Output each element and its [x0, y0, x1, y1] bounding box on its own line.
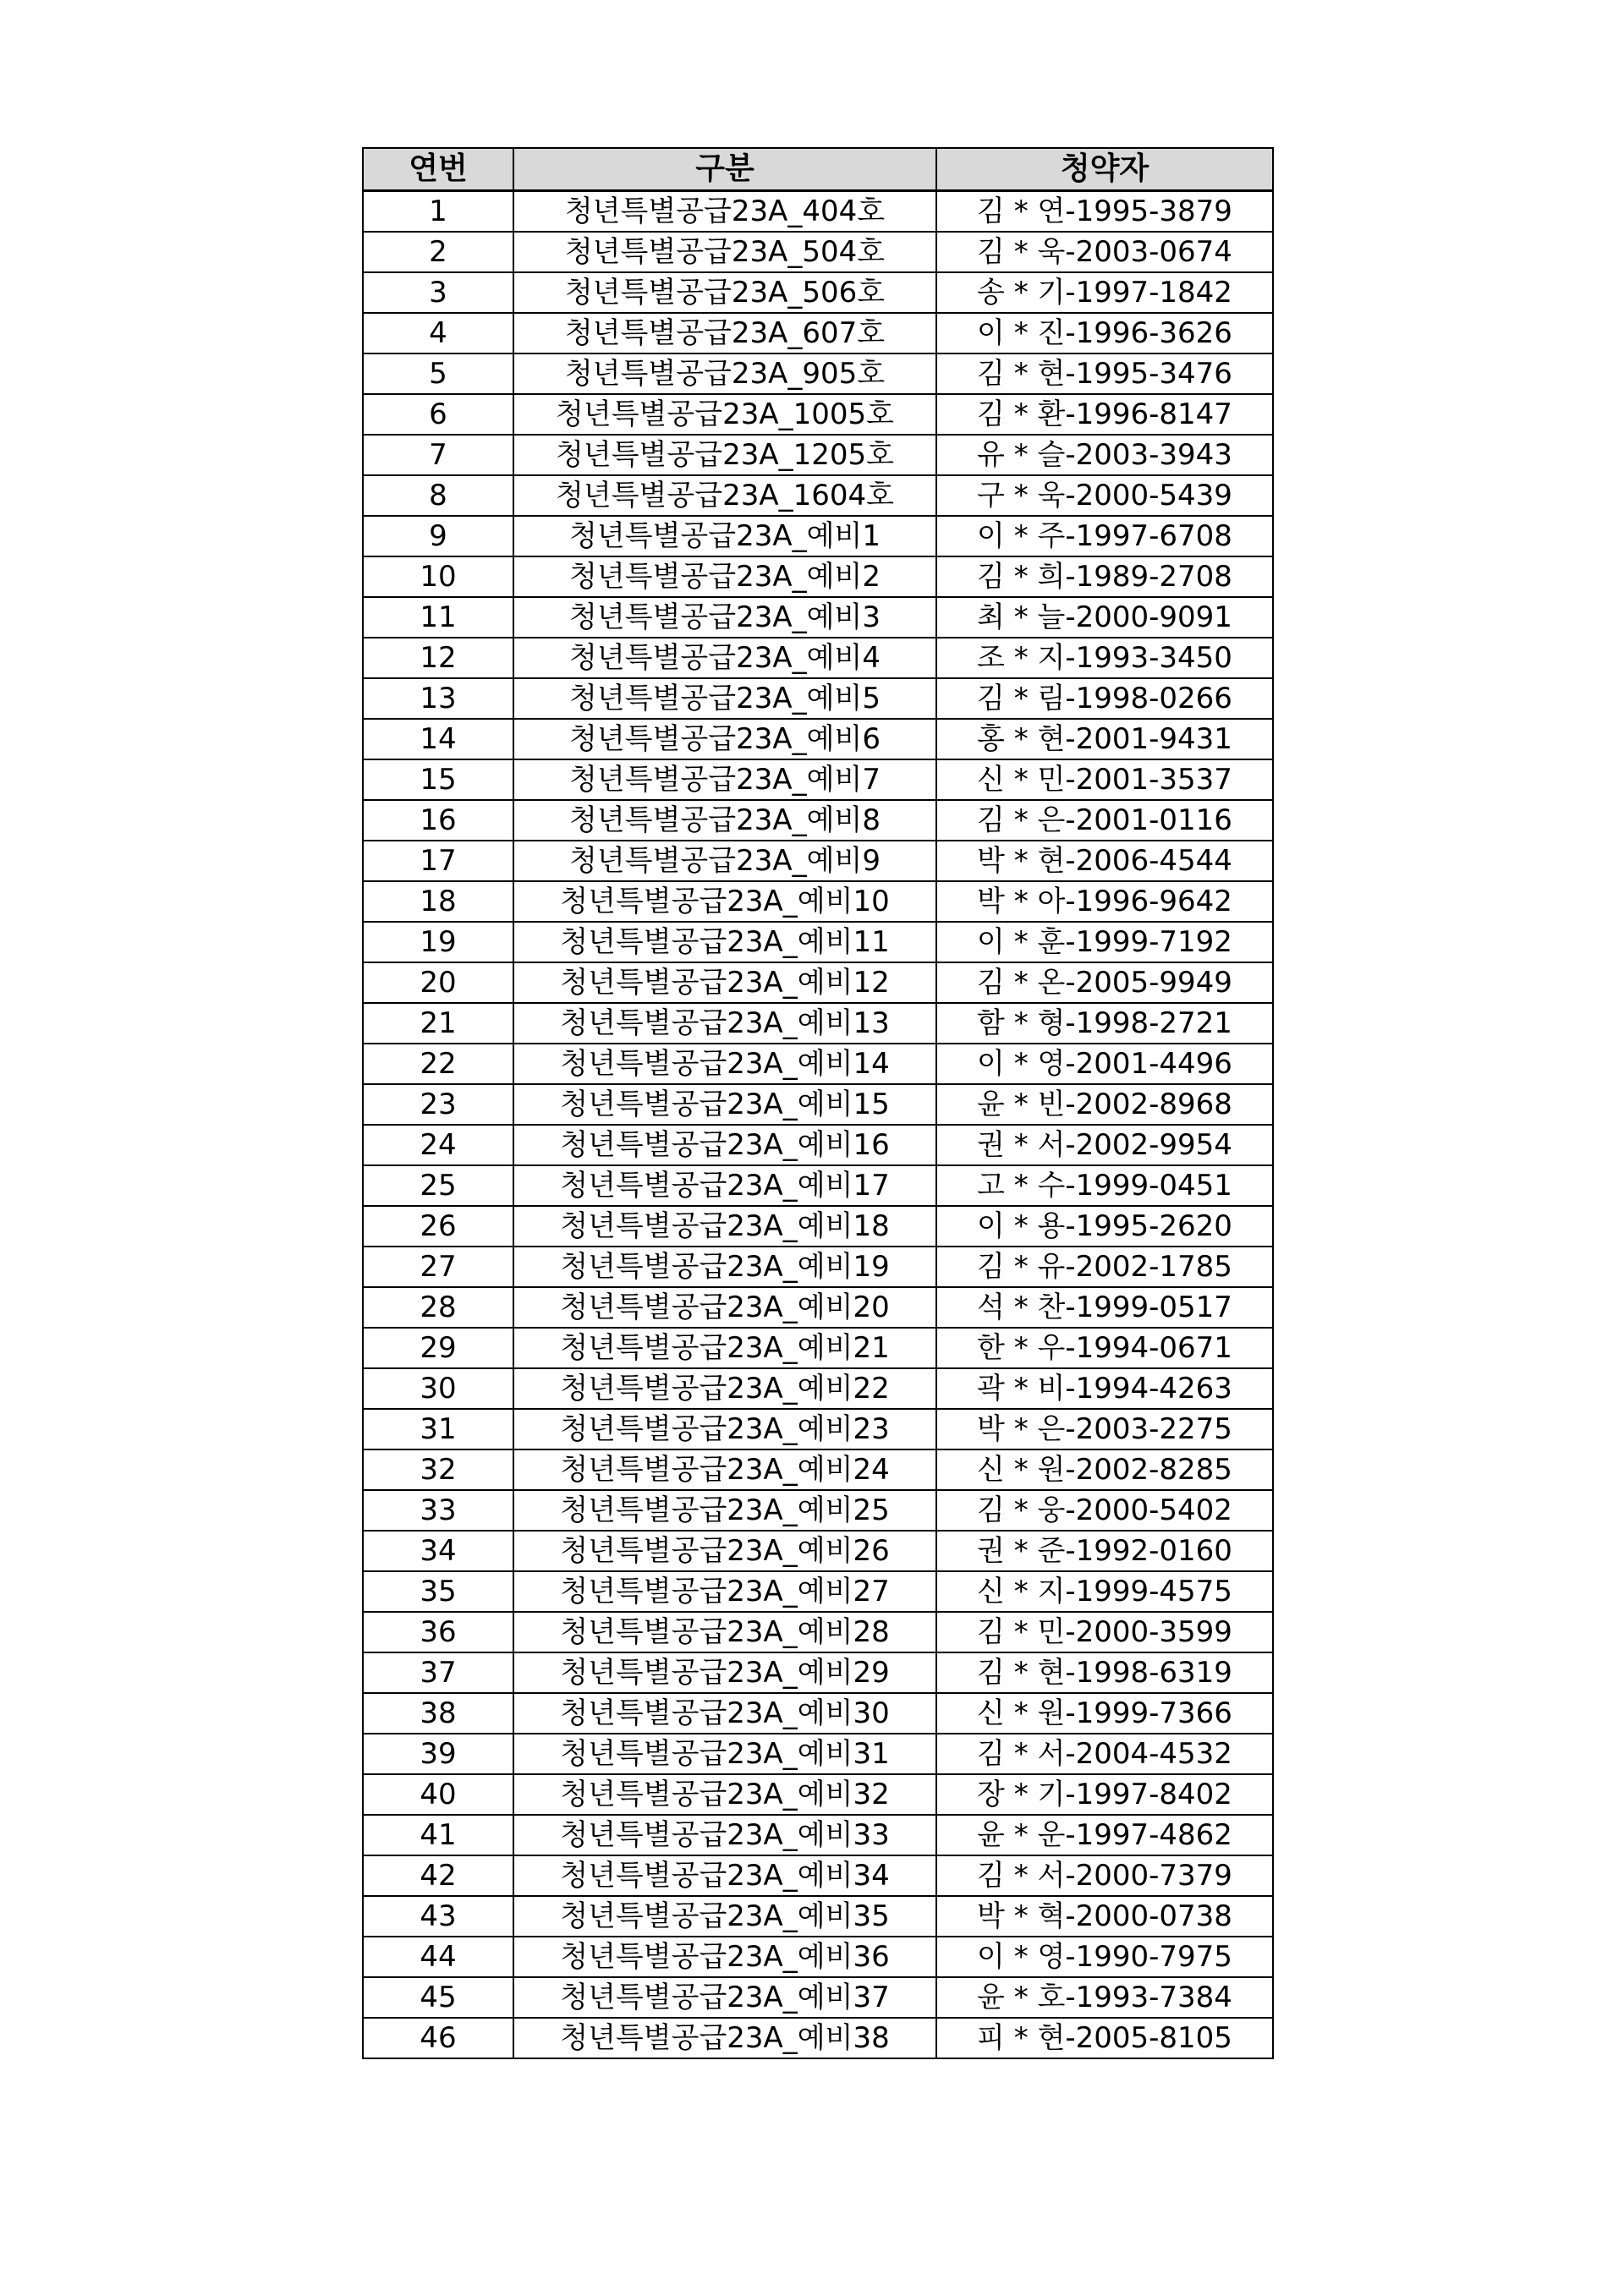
cell-applicant: 장 * 기-1997-8402	[936, 1774, 1273, 1815]
cell-category: 청년특별공급23A_예비25	[513, 1490, 936, 1531]
cell-no: 19	[363, 922, 513, 962]
cell-category: 청년특별공급23A_예비21	[513, 1328, 936, 1368]
cell-applicant: 박 * 혁-2000-0738	[936, 1896, 1273, 1937]
cell-category: 청년특별공급23A_예비36	[513, 1937, 936, 1977]
cell-no: 32	[363, 1449, 513, 1490]
cell-category: 청년특별공급23A_예비24	[513, 1449, 936, 1490]
cell-no: 11	[363, 597, 513, 638]
cell-applicant: 윤 * 운-1997-4862	[936, 1815, 1273, 1855]
table-row	[363, 1855, 1273, 1896]
cell-no: 9	[363, 516, 513, 556]
cell-category: 청년특별공급23A_예비37	[513, 1977, 936, 2018]
table-row	[363, 2018, 1273, 2058]
cell-no: 20	[363, 962, 513, 1003]
cell-category: 청년특별공급23A_607호	[513, 313, 936, 353]
cell-no: 15	[363, 759, 513, 800]
table-row	[363, 313, 1273, 353]
cell-no: 34	[363, 1531, 513, 1571]
cell-category: 청년특별공급23A_예비32	[513, 1774, 936, 1815]
cell-no: 13	[363, 678, 513, 719]
table-row	[363, 1531, 1273, 1571]
cell-no: 42	[363, 1855, 513, 1896]
cell-no: 10	[363, 556, 513, 597]
cell-no: 27	[363, 1247, 513, 1287]
cell-no: 8	[363, 475, 513, 516]
cell-applicant: 조 * 지-1993-3450	[936, 638, 1273, 678]
table-row	[363, 353, 1273, 394]
cell-applicant: 김 * 희-1989-2708	[936, 556, 1273, 597]
cell-no: 1	[363, 191, 513, 233]
cell-no: 22	[363, 1044, 513, 1084]
cell-applicant: 김 * 연-1995-3879	[936, 191, 1273, 233]
table-row	[363, 1409, 1273, 1449]
table-row	[363, 759, 1273, 800]
table-row	[363, 1490, 1273, 1531]
cell-applicant: 최 * 늘-2000-9091	[936, 597, 1273, 638]
cell-no: 33	[363, 1490, 513, 1531]
cell-no: 17	[363, 841, 513, 881]
cell-no: 40	[363, 1774, 513, 1815]
cell-applicant: 곽 * 비-1994-4263	[936, 1368, 1273, 1409]
cell-category: 청년특별공급23A_예비7	[513, 759, 936, 800]
cell-no: 28	[363, 1287, 513, 1328]
cell-category: 청년특별공급23A_예비19	[513, 1247, 936, 1287]
cell-applicant: 박 * 현-2006-4544	[936, 841, 1273, 881]
table-row	[363, 800, 1273, 841]
cell-category: 청년특별공급23A_예비18	[513, 1206, 936, 1247]
cell-applicant: 이 * 영-1990-7975	[936, 1937, 1273, 1977]
cell-applicant: 홍 * 현-2001-9431	[936, 719, 1273, 759]
cell-no: 30	[363, 1368, 513, 1409]
cell-applicant: 고 * 수-1999-0451	[936, 1165, 1273, 1206]
cell-category: 청년특별공급23A_예비6	[513, 719, 936, 759]
cell-no: 26	[363, 1206, 513, 1247]
table-row	[363, 191, 1273, 233]
cell-applicant: 윤 * 호-1993-7384	[936, 1977, 1273, 2018]
table-row	[363, 1206, 1273, 1247]
cell-applicant: 한 * 우-1994-0671	[936, 1328, 1273, 1368]
table-row	[363, 962, 1273, 1003]
cell-category: 청년특별공급23A_506호	[513, 272, 936, 313]
table-row	[363, 1896, 1273, 1937]
table-row	[363, 1612, 1273, 1652]
cell-no: 31	[363, 1409, 513, 1449]
table-row	[363, 475, 1273, 516]
header-no: 연번	[363, 148, 513, 191]
cell-applicant: 김 * 환-1996-8147	[936, 394, 1273, 435]
cell-no: 23	[363, 1084, 513, 1125]
cell-applicant: 석 * 찬-1999-0517	[936, 1287, 1273, 1328]
table-row	[363, 556, 1273, 597]
cell-applicant: 이 * 용-1995-2620	[936, 1206, 1273, 1247]
cell-applicant: 송 * 기-1997-1842	[936, 272, 1273, 313]
cell-no: 12	[363, 638, 513, 678]
table-row	[363, 719, 1273, 759]
table-row	[363, 1368, 1273, 1409]
table-row	[363, 1571, 1273, 1612]
table-row	[363, 841, 1273, 881]
table-row	[363, 1165, 1273, 1206]
cell-category: 청년특별공급23A_예비5	[513, 678, 936, 719]
table-row	[363, 435, 1273, 475]
table-body	[363, 191, 1273, 2059]
cell-category: 청년특별공급23A_504호	[513, 232, 936, 272]
cell-applicant: 이 * 주-1997-6708	[936, 516, 1273, 556]
cell-applicant: 권 * 준-1992-0160	[936, 1531, 1273, 1571]
table-row	[363, 1693, 1273, 1734]
cell-applicant: 신 * 민-2001-3537	[936, 759, 1273, 800]
cell-category: 청년특별공급23A_예비35	[513, 1896, 936, 1937]
cell-no: 14	[363, 719, 513, 759]
cell-no: 37	[363, 1652, 513, 1693]
cell-category: 청년특별공급23A_예비26	[513, 1531, 936, 1571]
table-row	[363, 1328, 1273, 1368]
cell-applicant: 김 * 욱-2003-0674	[936, 232, 1273, 272]
cell-category: 청년특별공급23A_예비11	[513, 922, 936, 962]
cell-category: 청년특별공급23A_예비17	[513, 1165, 936, 1206]
cell-category: 청년특별공급23A_예비15	[513, 1084, 936, 1125]
table-row	[363, 1287, 1273, 1328]
cell-no: 35	[363, 1571, 513, 1612]
cell-no: 45	[363, 1977, 513, 2018]
cell-no: 39	[363, 1734, 513, 1774]
cell-category: 청년특별공급23A_예비30	[513, 1693, 936, 1734]
cell-no: 16	[363, 800, 513, 841]
cell-applicant: 함 * 형-1998-2721	[936, 1003, 1273, 1044]
cell-no: 6	[363, 394, 513, 435]
cell-no: 38	[363, 1693, 513, 1734]
cell-no: 3	[363, 272, 513, 313]
cell-applicant: 김 * 은-2001-0116	[936, 800, 1273, 841]
header-applicant: 청약자	[936, 148, 1273, 191]
cell-applicant: 신 * 원-1999-7366	[936, 1693, 1273, 1734]
cell-category: 청년특별공급23A_예비20	[513, 1287, 936, 1328]
table-row	[363, 232, 1273, 272]
table-row	[363, 1734, 1273, 1774]
cell-applicant: 박 * 아-1996-9642	[936, 881, 1273, 922]
cell-applicant: 신 * 지-1999-4575	[936, 1571, 1273, 1612]
table-row	[363, 1044, 1273, 1084]
cell-no: 43	[363, 1896, 513, 1937]
cell-category: 청년특별공급23A_예비16	[513, 1125, 936, 1165]
cell-no: 2	[363, 232, 513, 272]
cell-applicant: 신 * 원-2002-8285	[936, 1449, 1273, 1490]
table-row	[363, 516, 1273, 556]
cell-category: 청년특별공급23A_905호	[513, 353, 936, 394]
applicant-table	[362, 147, 1274, 2059]
table-row	[363, 1774, 1273, 1815]
cell-category: 청년특별공급23A_예비12	[513, 962, 936, 1003]
table-row	[363, 922, 1273, 962]
cell-category: 청년특별공급23A_예비8	[513, 800, 936, 841]
cell-category: 청년특별공급23A_예비14	[513, 1044, 936, 1084]
table-row	[363, 1977, 1273, 2018]
table-row	[363, 881, 1273, 922]
cell-category: 청년특별공급23A_예비29	[513, 1652, 936, 1693]
cell-applicant: 김 * 현-1998-6319	[936, 1652, 1273, 1693]
cell-category: 청년특별공급23A_예비31	[513, 1734, 936, 1774]
cell-category: 청년특별공급23A_예비4	[513, 638, 936, 678]
cell-applicant: 김 * 유-2002-1785	[936, 1247, 1273, 1287]
cell-applicant: 김 * 림-1998-0266	[936, 678, 1273, 719]
table-row	[363, 1003, 1273, 1044]
table-row	[363, 272, 1273, 313]
cell-category: 청년특별공급23A_예비38	[513, 2018, 936, 2058]
table-row	[363, 394, 1273, 435]
cell-category: 청년특별공급23A_예비33	[513, 1815, 936, 1855]
cell-no: 4	[363, 313, 513, 353]
cell-category: 청년특별공급23A_예비13	[513, 1003, 936, 1044]
cell-no: 36	[363, 1612, 513, 1652]
table-row	[363, 1815, 1273, 1855]
cell-applicant: 김 * 서-2000-7379	[936, 1855, 1273, 1896]
table-row	[363, 1449, 1273, 1490]
cell-category: 청년특별공급23A_404호	[513, 191, 936, 233]
cell-applicant: 유 * 슬-2003-3943	[936, 435, 1273, 475]
table-row	[363, 1084, 1273, 1125]
cell-no: 46	[363, 2018, 513, 2058]
table-header-row	[363, 148, 1273, 191]
cell-applicant: 이 * 훈-1999-7192	[936, 922, 1273, 962]
table-row	[363, 1652, 1273, 1693]
table-row	[363, 1937, 1273, 1977]
cell-no: 7	[363, 435, 513, 475]
cell-no: 41	[363, 1815, 513, 1855]
cell-category: 청년특별공급23A_예비10	[513, 881, 936, 922]
cell-applicant: 피 * 현-2005-8105	[936, 2018, 1273, 2058]
cell-category: 청년특별공급23A_예비22	[513, 1368, 936, 1409]
cell-category: 청년특별공급23A_1604호	[513, 475, 936, 516]
cell-applicant: 권 * 서-2002-9954	[936, 1125, 1273, 1165]
cell-category: 청년특별공급23A_예비27	[513, 1571, 936, 1612]
cell-no: 21	[363, 1003, 513, 1044]
cell-applicant: 김 * 온-2005-9949	[936, 962, 1273, 1003]
cell-category: 청년특별공급23A_예비9	[513, 841, 936, 881]
cell-applicant: 이 * 영-2001-4496	[936, 1044, 1273, 1084]
table-row	[363, 597, 1273, 638]
cell-applicant: 이 * 진-1996-3626	[936, 313, 1273, 353]
cell-category: 청년특별공급23A_예비34	[513, 1855, 936, 1896]
cell-no: 29	[363, 1328, 513, 1368]
cell-applicant: 박 * 은-2003-2275	[936, 1409, 1273, 1449]
cell-applicant: 구 * 욱-2000-5439	[936, 475, 1273, 516]
header-category: 구분	[513, 148, 936, 191]
cell-no: 25	[363, 1165, 513, 1206]
table-row	[363, 678, 1273, 719]
cell-no: 24	[363, 1125, 513, 1165]
table-row	[363, 1247, 1273, 1287]
cell-category: 청년특별공급23A_예비23	[513, 1409, 936, 1449]
cell-applicant: 윤 * 빈-2002-8968	[936, 1084, 1273, 1125]
cell-category: 청년특별공급23A_예비28	[513, 1612, 936, 1652]
cell-category: 청년특별공급23A_예비2	[513, 556, 936, 597]
cell-applicant: 김 * 서-2004-4532	[936, 1734, 1273, 1774]
cell-no: 44	[363, 1937, 513, 1977]
cell-category: 청년특별공급23A_1205호	[513, 435, 936, 475]
cell-applicant: 김 * 민-2000-3599	[936, 1612, 1273, 1652]
cell-category: 청년특별공급23A_예비3	[513, 597, 936, 638]
cell-applicant: 김 * 웅-2000-5402	[936, 1490, 1273, 1531]
cell-applicant: 김 * 현-1995-3476	[936, 353, 1273, 394]
table-row	[363, 1125, 1273, 1165]
table-row	[363, 638, 1273, 678]
cell-no: 5	[363, 353, 513, 394]
cell-no: 18	[363, 881, 513, 922]
cell-category: 청년특별공급23A_예비1	[513, 516, 936, 556]
cell-category: 청년특별공급23A_1005호	[513, 394, 936, 435]
